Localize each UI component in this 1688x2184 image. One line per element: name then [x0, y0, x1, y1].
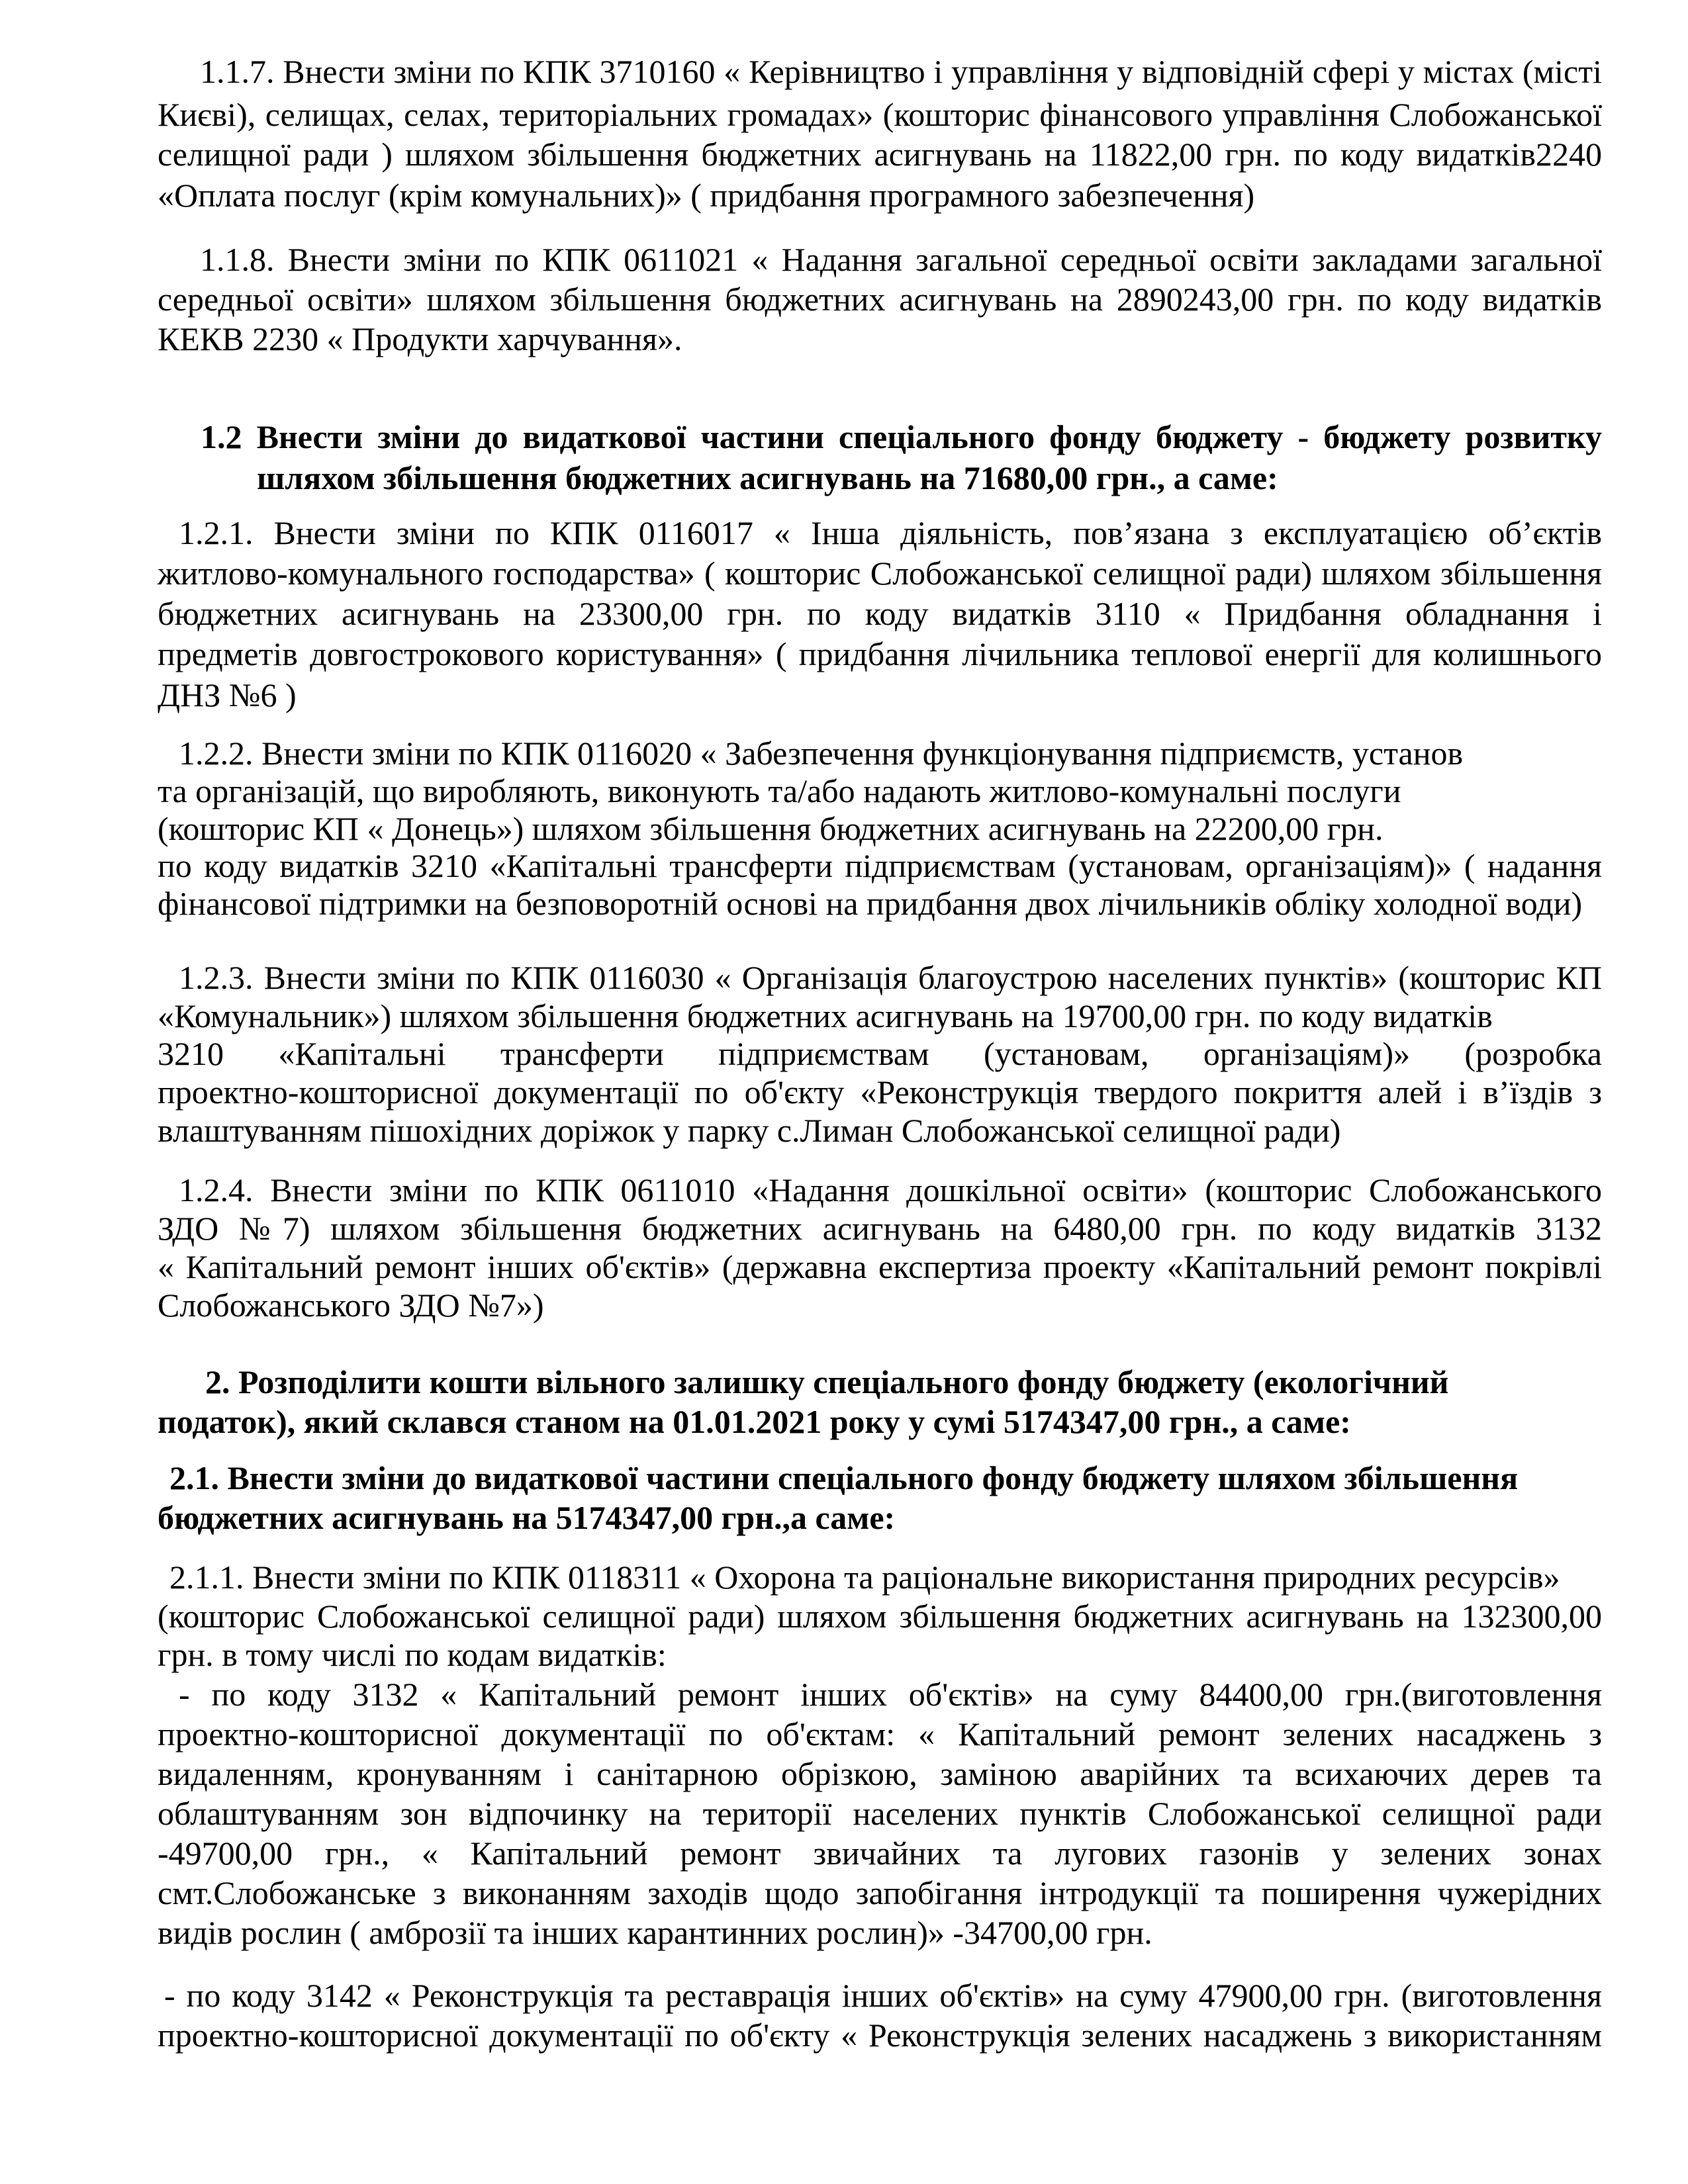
heading-line: 2. Розподілити кошти вільного залишку спеціального фонду бюджету (екологічний: [205, 1363, 1449, 1400]
text-line: проектно-кошторисної документації по об'єктам: « Капітальний ремонт зелених насаджень з: [158, 1715, 1602, 1752]
text-line: та організацій, що виробляють, виконують та/або надають житлово-комунальні послуги: [158, 772, 1401, 809]
text-line: 1.2.3. Внести зміни по КПК 0116030 « Організація благоустрою населених пунктів» (кошторис КП: [179, 959, 1602, 996]
heading-line: шляхом збільшення бюджетних асигнувань на 71680,00 грн., а саме:: [257, 459, 1278, 496]
bullet-line: - по коду 3142 « Реконструкція та реставрація інших об'єктів» на суму 47900,00 грн. (виготовлення: [164, 1977, 1602, 2014]
text-line: 1.1.8. Внести зміни по КПК 0611021 « Надання загальної середньої освіти закладами загальної: [200, 241, 1602, 278]
text-line: грн. в тому числі по кодам видатків:: [158, 1636, 667, 1673]
heading-line: бюджетних асигнувань на 5174347,00 грн.,а саме:: [158, 1499, 896, 1536]
text-line: 1.2.2. Внести зміни по КПК 0116020 « Забезпечення функціонування підприємств, установ: [179, 735, 1464, 772]
text-line: середньої освіти» шляхом збільшення бюджетних асигнувань на 2890243,00 грн. по коду видатків: [158, 281, 1602, 318]
text-line: предметів довгострокового користування» ( придбання лічильника теплової енергії для колишнього: [158, 635, 1602, 672]
text-line: (кошторис Слобожанської селищної ради) шляхом збільшення бюджетних асигнувань на 132300,00: [158, 1598, 1602, 1635]
text-line: селищної ради ) шляхом збільшення бюджетних асигнувань на 11822,00 грн. по коду видатків2240: [158, 136, 1602, 173]
text-line: 3210 «Капітальні трансферти підприємствам (установам, організаціям)» (розробка: [158, 1035, 1602, 1072]
text-line: ДНЗ №6 ): [158, 676, 297, 713]
text-line: житлово-комунального господарства» ( кошторис Слобожанської селищної ради) шляхом збільшення: [158, 555, 1602, 592]
text-line: видів рослин ( амброзії та інших карантинних рослин)» -34700,00 грн.: [158, 1914, 1152, 1951]
text-line: облаштуванням зон відпочинку на території населених пунктів Слобожанської селищної ради: [158, 1795, 1602, 1832]
heading-line: податок), який склався станом на 01.01.2021 року у сумі 5174347,00 грн., а саме:: [158, 1403, 1351, 1440]
text-line: фінансової підтримки на безповоротній основі на придбання двох лічильників обліку холодної води): [158, 885, 1583, 922]
text-line: проектно-кошторисної документації по об'єкту «Реконструкція твердого покриття алей і в’їздів з: [158, 1073, 1602, 1111]
text-line: « Капітальний ремонт інших об'єктів» (державна експертиза проекту «Капітальний ремонт покрівлі: [158, 1248, 1602, 1285]
bullet-line: - по коду 3132 « Капітальний ремонт інших об'єктів» на суму 84400,00 грн.(виготовлення: [179, 1676, 1602, 1713]
text-line: Києві), селищах, селах, територіальних громадах» (кошторис фінансового управління Слобожанської: [158, 96, 1602, 133]
text-line: (кошторис КП « Донець») шляхом збільшення бюджетних асигнувань на 22200,00 грн.: [158, 810, 1383, 847]
text-line: влаштуванням пішохідних доріжок у парку с.Лиман Слобожанської селищної ради): [158, 1112, 1341, 1149]
text-line: 1.1.7. Внести зміни по КПК 3710160 « Керівництво і управління у відповідній сфері у містах (місті: [200, 53, 1602, 90]
text-line: проектно-кошторисної документації по об'єкту « Реконструкція зелених насаджень з використанням: [158, 2017, 1602, 2054]
heading-line: 1.2 Внести зміни до видаткової частини спеціального фонду бюджету - бюджету розвитку: [201, 418, 1602, 455]
text-line: смт.Слобожанське з виконанням заходів щодо запобігання інтродукції та поширення чужерідних: [158, 1874, 1602, 1911]
text-line: КЕКВ 2230 « Продукти харчування».: [158, 320, 682, 357]
text-line: Слобожанського ЗДО №7»): [158, 1287, 544, 1324]
text-line: ЗДО №7) шляхом збільшення бюджетних асигнувань на 6480,00 грн. по коду видатків 3132: [158, 1210, 1602, 1247]
heading-line: 2.1. Внести зміни до видаткової частини спеціального фонду бюджету шляхом збільшення: [169, 1459, 1519, 1496]
text-line: 1.2.4. Внести зміни по КПК 0611010 «Надання дошкільної освіти» (кошторис Слобожанського: [179, 1171, 1602, 1208]
text-line: бюджетних асигнувань на 23300,00 грн. по коду видатків 3110 « Придбання обладнання і: [158, 595, 1602, 632]
text-line: «Комунальник») шляхом збільшення бюджетних асигнувань на 19700,00 грн. по коду видатків: [158, 997, 1493, 1034]
text-line: -49700,00 грн., « Капітальний ремонт звичайних та лугових газонів у зелених зонах: [158, 1835, 1602, 1872]
text-line: 1.2.1. Внести зміни по КПК 0116017 « Інша діяльність, пов’язана з експлуатацією об’єктів: [179, 514, 1602, 551]
text-line: видаленням, кронуванням і санітарною обрізкою, заміною аварійних та всихаючих дерев та: [158, 1755, 1602, 1792]
text-line: «Оплата послуг (крім комунальних)» ( придбання програмного забезпечення): [158, 177, 1255, 214]
text-line: 2.1.1. Внести зміни по КПК 0118311 « Охорона та раціональне використання природних ресурсів»: [169, 1559, 1560, 1596]
text-line: по коду видатків 3210 «Капітальні трансферти підприємствам (установам, організаціям)» ( надання: [158, 847, 1602, 884]
